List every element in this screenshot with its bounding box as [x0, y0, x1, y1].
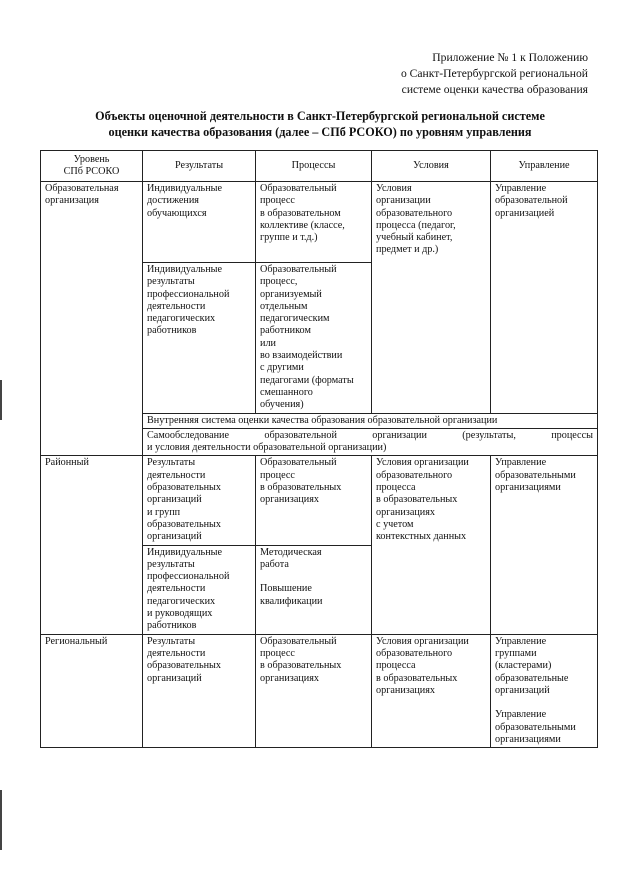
self-assessment-cell — [143, 428, 598, 456]
header-results: Результаты — [143, 151, 256, 182]
header-conditions: Условия — [372, 151, 491, 182]
process-cell: Образовательный процесс, организуемый отдельным педагогическим работником или во взаимодействии с другими педагогами (форматы смешанного обучения) — [256, 263, 372, 414]
result-cell: Результаты деятельности образовательных организаций и групп образовательных организаций — [143, 456, 256, 545]
header-management: Управление — [491, 151, 598, 182]
conditions-cell: Условия организации образовательного процесса (педагог, учебный кабинет, предмет и др.) — [372, 182, 491, 414]
table-header-row — [41, 151, 598, 182]
table-row — [41, 182, 598, 263]
table-row — [41, 634, 598, 748]
self-assessment-line-1: Самообследование образовательной организации (результаты, процессы — [147, 429, 593, 441]
header-processes: Процессы — [256, 151, 372, 182]
header-level: Уровень СПб РСОКО — [41, 151, 143, 182]
result-cell: Индивидуальные результаты профессиональной деятельности педагогических работников — [143, 263, 256, 414]
table-row — [41, 456, 598, 545]
level-cell-district: Районный — [41, 456, 143, 634]
result-cell: Результаты деятельности образовательных организаций — [143, 634, 256, 748]
level-cell-regional: Региональный — [41, 634, 143, 748]
scan-edge-marks — [0, 0, 4, 873]
appendix-line-3: системе оценки качества образования — [401, 83, 588, 96]
internal-system-cell: Внутренняя система оценки качества образования образовательной организации — [143, 413, 598, 428]
result-cell: Индивидуальные результаты профессиональной деятельности педагогических и руководящих работников — [143, 545, 256, 634]
management-cell: Управление образовательными организациями — [491, 456, 598, 634]
document-title — [40, 108, 600, 140]
title-line-1: Объекты оценочной деятельности в Санкт-Петербургской региональной системе — [95, 109, 545, 123]
assessment-objects-table — [40, 150, 598, 748]
appendix-line-2: о Санкт-Петербургской региональной — [400, 67, 588, 80]
conditions-cell: Условия организации образовательного процесса в образовательных организациях — [372, 634, 491, 748]
self-assessment-line-2: и условия деятельности образовательной организации) — [147, 442, 387, 454]
process-cell: Образовательный процесс в образовательных организациях — [256, 634, 372, 748]
process-cell: Методическая работа Повышение квалификации — [256, 545, 372, 634]
appendix-header — [328, 50, 588, 98]
process-cell: Образовательный процесс в образовательных организациях — [256, 456, 372, 545]
title-line-2: оценки качества образования (далее – СПб РСОКО) по уровням управления — [108, 125, 532, 139]
level-cell-org: Образовательная организация — [41, 182, 143, 456]
appendix-line-1: Приложение № 1 к Положению — [432, 51, 588, 64]
process-cell: Образовательный процесс в образовательном коллективе (классе, группе и т.д.) — [256, 182, 372, 263]
management-cell: Управление образовательной организацией — [491, 182, 598, 414]
management-cell: Управление группами (кластерами) образовательные организаций Управление образовательными организациями — [491, 634, 598, 748]
conditions-cell: Условия организации образовательного процесса в образовательных организациях с учетом контекстных данных — [372, 456, 491, 634]
result-cell: Индивидуальные достижения обучающихся — [143, 182, 256, 263]
